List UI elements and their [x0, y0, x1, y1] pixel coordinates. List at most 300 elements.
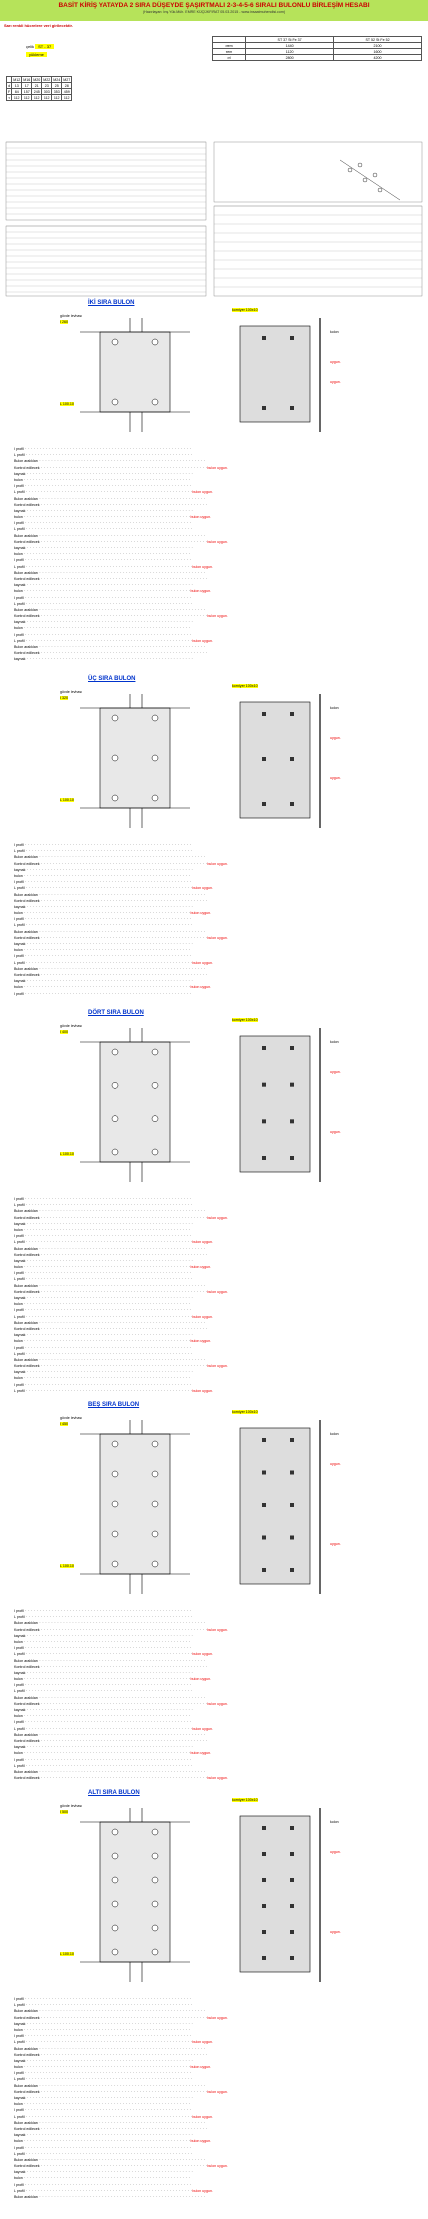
- calc-label: L profil: [14, 564, 25, 569]
- calc-label: L profil: [14, 2077, 25, 2082]
- check-ok-label: uygun.: [330, 1462, 341, 1466]
- bolt-icon: [112, 795, 118, 801]
- ok-flag: bulon uygun.: [190, 1751, 212, 1756]
- calc-filler: · · · · · · · · · · · · · · · · · · · · · · · · · · · · · · · · · · · · · · · · · · · · · · · · · · · · · · · ·: [24, 1689, 193, 1694]
- bolt-icon: [152, 1531, 158, 1537]
- ok-flag: bulon uygun.: [192, 1388, 213, 1393]
- calc-label: I profil: [14, 880, 24, 885]
- calc-label: Bulon aralıkları: [14, 1621, 38, 1626]
- calc-filler: · · · · · · · · · · · · · · · · · · · · · · · · · · · · · · · · · · · · · · · · · · · · · · · · · · · · · · · ·: [24, 453, 193, 458]
- bolt-icon: [112, 1877, 118, 1883]
- calc-label: kaynak: [14, 2096, 26, 2100]
- calc-filler: · · · · · · · · · · · · · · · · · · · · · · · · · · · · · · · · · · · · · · · · · · · · · · · · · · · · · · · ·: [37, 892, 206, 897]
- calc-label: Bulon aralıkları: [14, 1320, 38, 1325]
- bolt-icon: [262, 1536, 266, 1540]
- calc-filler: · · · · · · · · · · · · · · · · · · · · · · · · · · · · · · · · · · · · · · · · · · · · · · · · · · · · · · · ·: [23, 1720, 192, 1725]
- bolt-icon: [262, 712, 266, 716]
- ok-flag: bulon uygun.: [207, 2015, 228, 2020]
- ok-flag: bulon uygun.: [190, 1339, 212, 1344]
- bolt-table: [6, 76, 72, 101]
- calc-filler: · · · · · · · · · · · · · · · · · · · · · · · · · · · · · · · · · · · · · · · · · · · · · · · · · · · · · · · ·: [37, 2157, 206, 2162]
- calc-label: I profil: [14, 447, 24, 451]
- bolt-icon: [262, 1046, 266, 1050]
- bolt-icon: [152, 1501, 158, 1507]
- calc-filler: · · · · · · · · · · · · · · · · · · · · · · · · · · · · · · · · · · · · · · · · · · · · · · · · · · · · · · · ·: [39, 2015, 208, 2020]
- calc-label: kaynak: [14, 620, 26, 625]
- calc-filler: · · · · · · · · · · · · · · · · · · · · · · · · · · · · · · · · · · · · · · · · · · · · · · · · · · · · · · · ·: [23, 1683, 192, 1688]
- ok-flag: bulon uygun.: [207, 1215, 228, 1220]
- calc-filler: · · · · · · · · · · · · · · · · · · · · · · · · · · · · · · · · · · · · · · · · · · · · · · · · · · · · · · · ·: [24, 2151, 193, 2156]
- calc-label: Bulon aralıkları: [14, 2009, 38, 2014]
- calc-filler: · · · · · · · · · · · · · · · · · · · · · · · · · · · · · · · · · · · · · · · · · · · · · · · · · · · · · · · ·: [22, 477, 191, 482]
- profile-input[interactable]: I 320: [60, 696, 68, 700]
- angle-plate: [100, 708, 170, 808]
- ok-flag: bulon uygun.: [192, 2188, 213, 2193]
- calc-filler: · · · · · · · · · · · · · · · · · · · · · · · · · · · · · · · · · · · · · · · · · · · · · · · · · · · · · · · ·: [22, 2027, 191, 2032]
- calc-filler: · · · · · · · · · · · · · · · · · · · · · · · · · · · · · · · · · · · · · · · · · · · · · · · · · · · · · · · ·: [25, 508, 194, 513]
- calc-label: Bulon aralıkları: [14, 929, 38, 934]
- calc-filler: · · · · · · · · · · · · · · · · · · · · · · · · · · · · · · · · · · · · · · · · · · · · · · · · · · · · · · · ·: [23, 843, 192, 847]
- calc-filler: · · · · · · · · · · · · · · · · · · · · · · · · · · · · · · · · · · · · · · · · · · · · · · · · · · · · · · · ·: [24, 1314, 193, 1319]
- calc-filler: · · · · · · · · · · · · · · · · · · · · · · · · · · · · · · · · · · · · · · · · · · · · · · · · · · · · · · · ·: [25, 979, 194, 984]
- beam-plate: [240, 326, 310, 422]
- calc-filler: · · · · · · · · · · · · · · · · · · · · · · · · · · · · · · · · · · · · · · · · · · · · · · · · · · · · · · · ·: [37, 855, 206, 860]
- calc-filler: · · · · · · · · · · · · · · · · · · · · · · · · · · · · · · · · · · · · · · · · · · · · · · · · · · · · · · · ·: [37, 1283, 206, 1288]
- calc-filler: · · · · · · · · · · · · · · · · · · · · · · · · · · · · · · · · · · · · · · · · · · · · · · · · · · · · · · · ·: [39, 1364, 208, 1369]
- connection-drawing: [0, 312, 428, 442]
- calc-label: Kontrol edilecek: [14, 1215, 40, 1220]
- calc-label: Kontrol edilecek: [14, 1664, 40, 1669]
- calc-filler: · · · · · · · · · · · · · · · · · · · · · · · · · · · · · · · · · · · · · · · · · · · · · · · · · · · · · · · ·: [23, 632, 192, 637]
- calc-filler: · · · · · · · · · · · · · · · · · · · · · · · · · · · · · · · · · · · · · · · · · · · · · · · · · · · · · · · ·: [25, 1258, 194, 1263]
- calc-filler: · · · · · · · · · · · · · · · · · · · · · · · · · · · · · · · · · · · · · · · · · · · · · · · · · · · · · · · ·: [25, 471, 194, 476]
- bolt-icon: [152, 1853, 158, 1859]
- ok-flag: bulon uygun.: [207, 2164, 228, 2169]
- bolt-icon: [290, 1503, 294, 1507]
- calc-filler: · · · · · · · · · · · · · · · · · · · · · · · · · · · · · · · · · · · · · · · · · · · · · · · · · · · · · · · ·: [24, 2040, 193, 2045]
- calc-label: bulon: [14, 2065, 23, 2070]
- calc-filler: · · · · · · · · · · · · · · · · · · · · · · · · · · · · · · · · · · · · · · · · · · · · · · · · · · · · · · · ·: [25, 942, 194, 946]
- calc-filler: · · · · · · · · · · · · · · · · · · · · · · · · · · · · · · · · · · · · · · · · · · · · · · · · · · · · · · · ·: [23, 2182, 192, 2187]
- case-input[interactable]: yükleme: [26, 52, 47, 57]
- bolt-icon: [290, 1046, 294, 1050]
- connection-drawing: [0, 1414, 428, 1604]
- calc-filler: · · · · · · · · · · · · · · · · · · · · · · · · · · · · · · · · · · · · · · · · · · · · · · · · · · · · · · · ·: [25, 546, 194, 550]
- calc-label: Kontrol edilecek: [14, 465, 40, 470]
- calc-filler: · · · · · · · · · · · · · · · · · · · · · · · · · · · · · · · · · · · · · · · · · · · · · · · · · · · · · · · ·: [22, 2065, 191, 2070]
- section-title: ALTI SIRA BULON: [88, 1790, 140, 1796]
- calc-filler: · · · · · · · · · · · · · · · · · · · · · · · · · · · · · · · · · · · · · · · · · · · · · · · · · · · · · · · ·: [39, 502, 208, 507]
- calc-line: [14, 2194, 424, 2200]
- calc-label: bulon: [14, 1714, 23, 1719]
- check-ok-label: uygun.: [330, 736, 341, 740]
- calc-filler: · · · · · · · · · · · · · · · · · · · · · · · · · · · · · · · · · · · · · · · · · · · · · · · · · · · · · · · ·: [39, 2164, 208, 2169]
- calc-filler: · · · · · · · · · · · · · · · · · · · · · · · · · · · · · · · · · · · · · · · · · · · · · · · · · · · · · · · ·: [37, 459, 206, 464]
- angle-plate: [100, 332, 170, 412]
- profile-input[interactable]: I 400: [60, 1030, 68, 1034]
- bolt-icon: [290, 1568, 294, 1572]
- calc-filler: · · · · · · · · · · · · · · · · · · · · · · · · · · · · · · · · · · · · · · · · · · · · · · · · · · · · · · · ·: [22, 1265, 191, 1270]
- calc-label: kaynak: [14, 2133, 26, 2138]
- calc-label: Kontrol edilecek: [14, 1738, 40, 1743]
- ok-flag: bulon uygun.: [190, 1677, 212, 1682]
- bolt-icon: [152, 1049, 158, 1055]
- calc-filler: · · · · · · · · · · · · · · · · · · · · · · · · · · · · · · · · · · · · · · · · · · · · · · · · · · · · · · · ·: [23, 1197, 192, 1201]
- ok-flag: bulon uygun.: [190, 911, 212, 916]
- plate-input[interactable]: L 100.10: [60, 1564, 74, 1568]
- calc-label: kaynak: [14, 867, 26, 872]
- calc-label: bulon: [14, 1302, 23, 1307]
- bolt-icon: [152, 1082, 158, 1088]
- ok-flag: bulon uygun.: [192, 564, 213, 569]
- bolt-icon: [290, 1536, 294, 1540]
- bolt-icon: [290, 1156, 294, 1160]
- plate-input[interactable]: L 100.10: [60, 1152, 74, 1156]
- calc-filler: · · · · · · · · · · · · · · · · · · · · · · · · · · · · · · · · · · · · · · · · · · · · · · · · · · · · · · · ·: [37, 2083, 206, 2088]
- bolt-icon: [290, 1878, 294, 1882]
- connection-input[interactable]: korniyer 100x10: [232, 1798, 258, 1802]
- calc-label: L profil: [14, 1615, 25, 1620]
- bolt-icon: [262, 1083, 266, 1087]
- calc-filler: · · · · · · · · · · · · · · · · · · · · · · · · · · · · · · · · · · · · · · · · · · · · · · · · · · · · · · · ·: [24, 564, 193, 569]
- calc-label: bulon: [14, 2102, 23, 2107]
- calc-label: Bulon aralıkları: [14, 892, 38, 897]
- column-label: kolon: [330, 330, 339, 334]
- calc-label: Bulon aralıkları: [14, 1769, 38, 1774]
- check-ok-label: uygun.: [330, 360, 341, 364]
- calc-label: Bulon aralıkları: [14, 2083, 38, 2088]
- calc-filler: · · · · · · · · · · · · · · · · · · · · · · · · · · · · · · · · · · · · · · · · · · · · · · · · · · · · · · · ·: [37, 645, 206, 649]
- calc-label: I profil: [14, 1197, 24, 1201]
- calc-filler: · · · · · · · · · · · · · · · · · · · · · · · · · · · · · · · · · · · · · · · · · · · · · · · · · · · · · · · ·: [22, 1677, 191, 1682]
- calc-label: bulon: [14, 477, 23, 482]
- calc-label: Bulon aralıkları: [14, 570, 38, 575]
- calc-filler: · · · · · · · · · · · · · · · · · · · · · · · · · · · · · · · · · · · · · · · · · · · · · · · · · · · · · · · ·: [22, 2102, 191, 2107]
- bolt-icon: [112, 399, 118, 405]
- calc-label: Bulon aralıkları: [14, 1283, 38, 1288]
- calc-label: Kontrol edilecek: [14, 1776, 40, 1781]
- calc-label: Bulon aralıkları: [14, 855, 38, 860]
- calc-label: Kontrol edilecek: [14, 502, 40, 507]
- bolt-icon: [112, 1149, 118, 1155]
- calc-label: I profil: [14, 843, 24, 847]
- calc-label: Bulon aralıkları: [14, 1209, 38, 1214]
- calc-filler: · · · · · · · · · · · · · · · · · · · · · · · · · · · · · · · · · · · · · · · · · · · · · · · · · · · · · · · ·: [24, 1388, 193, 1393]
- ok-flag: bulon uygun.: [192, 2040, 213, 2045]
- calc-filler: · · · · · · · · · · · · · · · · · · · · · · · · · · · · · · · · · · · · · · · · · · · · · · · · · · · · · · · ·: [37, 1658, 206, 1663]
- calc-filler: · · · · · · · · · · · · · · · · · · · · · · · · · · · · · · · · · · · · · · · · · · · · · · · · · · · · · · · ·: [24, 960, 193, 965]
- calc-filler: · · · · · · · · · · · · · · · · · · · · · · · · · · · · · · · · · · · · · · · · · · · · · · · · · · · · · · · ·: [22, 1339, 191, 1344]
- ok-flag: bulon uygun.: [207, 1364, 228, 1369]
- bolt-icon: [290, 1956, 294, 1960]
- calc-filler: · · · · · · · · · · · · · · · · · · · · · · · · · · · · · · · · · · · · · · · · · · · · · · · · · · · · · · · ·: [23, 484, 192, 489]
- calc-filler: · · · · · · · · · · · · · · · · · · · · · · · · · · · · · · · · · · · · · · · · · · · · · · · · · · · · · · · ·: [24, 886, 193, 891]
- bolt-icon: [152, 1441, 158, 1447]
- column-label: kolon: [330, 1040, 339, 1044]
- bolt-icon: [112, 1561, 118, 1567]
- calc-label: L profil: [14, 2188, 25, 2193]
- calc-label: I profil: [14, 2071, 24, 2076]
- calc-label: bulon: [14, 552, 23, 557]
- bolt-icon: [152, 399, 158, 405]
- calc-label: I profil: [14, 1382, 24, 1387]
- calc-label: L profil: [14, 849, 25, 854]
- calc-label: I profil: [14, 484, 24, 489]
- calc-filler: · · · · · · · · · · · · · · · · · · · · · · · · · · · · · · · · · · · · · · · · · · · · · · · · · · · · · · · ·: [23, 917, 192, 922]
- calc-label: bulon: [14, 1751, 23, 1756]
- calc-label: Bulon aralıkları: [14, 966, 38, 971]
- calc-filler: · · · · · · · · · · · · · · · · · · · · · · · · · · · · · · · · · · · · · · · · · · · · · · · · · · · · · · · ·: [39, 898, 208, 903]
- ok-flag: bulon uygun.: [192, 886, 213, 891]
- bolt-icon: [290, 712, 294, 716]
- bolt-icon: [112, 1049, 118, 1055]
- calc-filler: · · · · · · · · · · · · · · · · · · · · · · · · · · · · · · · · · · · · · · · · · · · · · · · · · · · · · · · ·: [23, 1271, 192, 1276]
- calc-filler: · · · · · · · · · · · · · · · · · · · · · · · · · · · · · · · · · · · · · · · · · · · · · · · · · · · · · · · ·: [23, 558, 192, 563]
- bolt-icon: [290, 802, 294, 806]
- calc-filler: · · · · · · · · · · · · · · · · · · · · · · · · · · · · · · · · · · · · · · · · · · · · · · · · · · · · · · · ·: [22, 1714, 191, 1719]
- calc-label: Kontrol edilecek: [14, 1701, 40, 1706]
- calc-filler: · · · · · · · · · · · · · · · · · · · · · · · · · · · · · · · · · · · · · · · · · · · · · · · · · · · · · · · ·: [22, 2139, 191, 2144]
- calc-filler: · · · · · · · · · · · · · · · · · · · · · · · · · · · · · · · · · · · · · · · · · · · · · · · · · · · · · · · ·: [25, 1221, 194, 1226]
- connection-input[interactable]: korniyer 100x10: [232, 684, 258, 688]
- author-line: (Hazırlayan: İnş.Yük.Müh. EMRE KÜÇÜKFIRAT 05.03.2015 - www.insaatmuhendisi.com): [142, 10, 286, 14]
- calc-line: [14, 656, 424, 662]
- connection-input[interactable]: korniyer 100x10: [232, 308, 258, 312]
- calc-label: Kontrol edilecek: [14, 2164, 40, 2169]
- calc-filler: · · · · · · · · · · · · · · · · · · · · · · · · · · · · · · · · · · · · · · · · · · · · · · · · · · · · · · · ·: [24, 1763, 193, 1768]
- input-note: Sarı renkli hücrelere veri girilecektir.: [4, 23, 73, 28]
- calc-filler: · · · · · · · · · · · · · · · · · · · · · · · · · · · · · · · · · · · · · · · · · · · · · · · · · · · · · · · ·: [37, 929, 206, 934]
- bolt-icon: [262, 1471, 266, 1475]
- bolt-icon: [152, 1829, 158, 1835]
- calc-filler: · · · · · · · · · · · · · · · · · · · · · · · · · · · · · · · · · · · · · · · · · · · · · · · · · · · · · · · ·: [39, 1215, 208, 1220]
- ok-flag: bulon uygun.: [207, 1776, 228, 1781]
- calc-label: I profil: [14, 595, 24, 600]
- calc-label: Bulon aralıkları: [14, 1732, 38, 1737]
- plate-input[interactable]: L 100.10: [60, 1952, 74, 1956]
- calc-filler: · · · · · · · · · · · · · · · · · · · · · · · · · · · · · · · · · · · · · · · · · · · · · · · · · · · · · · · ·: [23, 2034, 192, 2039]
- calc-label: L profil: [14, 1203, 25, 1208]
- calc-filler: · · · · · · · · · · · · · · · · · · · · · · · · · · · · · · · · · · · · · · · · · · · · · · · · · · · · · · · ·: [24, 1726, 193, 1731]
- profile-input[interactable]: I 500: [60, 1810, 68, 1814]
- bolt-icon: [262, 1930, 266, 1934]
- beam-plate: [240, 1036, 310, 1172]
- calc-filler: · · · · · · · · · · · · · · · · · · · · · · · · · · · · · · · · · · · · · · · · · · · · · · · · · · · · · · · ·: [22, 985, 191, 990]
- calc-label: kaynak: [14, 1296, 26, 1300]
- ok-flag: bulon uygun.: [207, 2089, 228, 2094]
- check-ok-label: uygun.: [330, 1930, 341, 1934]
- calc-label: Kontrol edilecek: [14, 935, 40, 940]
- gusset-label: gövde levhası: [60, 1416, 83, 1420]
- calc-filler: · · · · · · · · · · · · · · · · · · · · · · · · · · · · · · · · · · · · · · · · · · · · · · · · · · · · · · · ·: [23, 595, 192, 600]
- calc-filler: · · · · · · · · · · · · · · · · · · · · · · · · · · · · · · · · · · · · · · · · · · · · · · · · · · · · · · · ·: [25, 2096, 194, 2100]
- calc-label: I profil: [14, 2145, 24, 2150]
- bolt-icon: [152, 1901, 158, 1907]
- bolt-icon: [152, 715, 158, 721]
- bolt-icon: [290, 1826, 294, 1830]
- calc-label: I profil: [14, 1646, 24, 1651]
- ok-flag: bulon uygun.: [207, 614, 228, 619]
- calc-label: Bulon aralıkları: [14, 533, 38, 538]
- ok-flag: bulon uygun.: [192, 2114, 213, 2119]
- bolt-pattern-diagram: [340, 160, 400, 200]
- input-tables-graphic: [0, 140, 428, 300]
- calc-filler: · · · · · · · · · · · · · · · · · · · · · · · · · · · · · · · · · · · · · · · · · · · · · · · · · · · · · · · ·: [23, 1308, 192, 1313]
- calc-label: L profil: [14, 1240, 25, 1245]
- calc-label: L profil: [14, 453, 25, 458]
- calc-filler: · · · · · · · · · · · · · · · · · · · · · · · · · · · · · · · · · · · · · · · · · · · · · · · · · · · · · · · ·: [22, 1639, 191, 1644]
- beam-plate: [240, 702, 310, 818]
- check-ok-label: uygun.: [330, 776, 341, 780]
- calc-filler: · · · · · · · · · · · · · · · · · · · · · · · · · · · · · · · · · · · · · · · · · · · · · · · · · · · · · · · ·: [24, 2077, 193, 2082]
- ok-flag: bulon uygun.: [207, 935, 228, 940]
- gusset-label: gövde levhası: [60, 314, 83, 318]
- ok-flag: bulon uygun.: [192, 490, 213, 495]
- bolt-section: [0, 1402, 428, 1787]
- bolt-icon: [112, 339, 118, 345]
- ok-flag: bulon uygun.: [190, 985, 212, 990]
- calc-label: Kontrol edilecek: [14, 576, 40, 581]
- bolt-icon: [152, 1149, 158, 1155]
- section-title: ÜÇ SIRA BULON: [88, 676, 136, 682]
- bolt-icon: [290, 1471, 294, 1475]
- calc-label: I profil: [14, 917, 24, 922]
- calc-filler: · · · · · · · · · · · · · · · · · · · · · · · · · · · · · · · · · · · · · · · · · · · · · · · · · · · · · · · ·: [23, 447, 192, 451]
- bolt-icon: [112, 1531, 118, 1537]
- calc-label: kaynak: [14, 546, 26, 550]
- calc-filler: · · · · · · · · · · · · · · · · · · · · · · · · · · · · · · · · · · · · · · · · · · · · · · · · · · · · · · · ·: [23, 1382, 192, 1387]
- calc-filler: · · · · · · · · · · · · · · · · · · · · · · · · · · · · · · · · · · · · · · · · · · · · · · · · · · · · · · · ·: [24, 1203, 193, 1208]
- calc-label: L profil: [14, 1689, 25, 1694]
- calc-filler: · · · · · · · · · · · · · · · · · · · · · · · · · · · · · · · · · · · · · · · · · · · · · · · · · · · · · · · ·: [37, 496, 206, 501]
- calc-label: I profil: [14, 1234, 24, 1239]
- profile-input[interactable]: I 260: [60, 320, 68, 324]
- bolt-icon: [262, 1826, 266, 1830]
- calc-filler: · · · · · · · · · · · · · · · · · · · · · · · · · · · · · · · · · · · · · · · · · · · · · · · · · · · · · · · ·: [23, 1345, 192, 1350]
- profile-input[interactable]: I 450: [60, 1422, 68, 1426]
- calc-filler: · · · · · · · · · · · · · · · · · · · · · · · · · · · · · · · · · · · · · · · · · · · · · · · · · · · · · · · ·: [37, 2195, 206, 2199]
- calc-label: I profil: [14, 2182, 24, 2187]
- calc-label: Bulon aralıkları: [14, 607, 38, 612]
- calc-label: L profil: [14, 923, 25, 928]
- calc-filler: · · · · · · · · · · · · · · · · · · · · · · · · · · · · · · · · · · · · · · · · · · · · · · · · · · · · · · · ·: [23, 521, 192, 526]
- bolt-icon: [262, 1438, 266, 1442]
- bolt-icon: [112, 1501, 118, 1507]
- ok-flag: bulon uygun.: [190, 2139, 212, 2144]
- calc-filler: · · · · · · · · · · · · · · · · · · · · · · · · · · · · · · · · · · · · · · · · · · · · · · · · · · · · · · · ·: [23, 2145, 192, 2150]
- calc-label: I profil: [14, 2108, 24, 2113]
- calc-filler: · · · · · · · · · · · · · · · · · · · · · · · · · · · · · · · · · · · · · · · · · · · · · · · · · · · · · · · ·: [24, 2188, 193, 2193]
- calc-label: Kontrol edilecek: [14, 2126, 40, 2131]
- calc-label: kaynak: [14, 471, 26, 476]
- table-row: F 84 157 245 303 353 459: [8, 89, 70, 94]
- calc-label: I profil: [14, 1997, 24, 2001]
- calc-filler: · · · · · · · · · · · · · · · · · · · · · · · · · · · · · · · · · · · · · · · · · · · · · · · · · · · · · · · ·: [23, 954, 192, 959]
- bolt-icon: [262, 336, 266, 340]
- connection-input[interactable]: korniyer 100x10: [232, 1018, 258, 1022]
- steel-input[interactable]: ST - 37: [35, 44, 54, 49]
- calc-filler: · · · · · · · · · · · · · · · · · · · · · · · · · · · · · · · · · · · · · · · · · · · · · · · · · · · · · · · ·: [37, 570, 206, 575]
- title-bar: [0, 0, 428, 21]
- bolt-icon: [262, 1878, 266, 1882]
- calc-label: kaynak: [14, 1333, 26, 1338]
- calculation-block: [14, 842, 424, 997]
- bolt-icon: [152, 1877, 158, 1883]
- calc-filler: · · · · · · · · · · · · · · · · · · · · · · · · · · · · · · · · · · · · · · · · · · · · · · · · · · · · · · · ·: [24, 1351, 193, 1356]
- calc-label: I profil: [14, 1757, 24, 1762]
- calc-label: kaynak: [14, 1670, 26, 1675]
- calc-filler: · · · · · · · · · · · · · · · · · · · · · · · · · · · · · · · · · · · · · · · · · · · · · · · · · · · · · · · ·: [37, 1320, 206, 1325]
- check-ok-label: uygun.: [330, 1130, 341, 1134]
- calc-label: bulon: [14, 911, 23, 916]
- calc-label: I profil: [14, 521, 24, 526]
- ok-flag: bulon uygun.: [207, 1627, 228, 1632]
- calc-filler: · · · · · · · · · · · · · · · · · · · · · · · · · · · · · · · · · · · · · · · · · · · · · · · · · · · · · · · ·: [37, 1769, 206, 1774]
- calc-label: bulon: [14, 1376, 23, 1381]
- calc-filler: · · · · · · · · · · · · · · · · · · · · · · · · · · · · · · · · · · · · · · · · · · · · · · · · · · · · · · · ·: [25, 2133, 194, 2138]
- calc-filler: · · · · · · · · · · · · · · · · · · · · · · · · · · · · · · · · · · · · · · · · · · · · · · · · · · · · · · · ·: [37, 1246, 206, 1251]
- calc-filler: · · · · · · · · · · · · · · · · · · · · · · · · · · · · · · · · · · · · · · · · · · · · · · · · · · · · · · · ·: [25, 2058, 194, 2063]
- plate-input[interactable]: L 100.10: [60, 402, 74, 406]
- calc-filler: · · · · · · · · · · · · · · · · · · · · · · · · · · · · · · · · · · · · · · · · · · · · · · · · · · · · · · · ·: [37, 2009, 206, 2014]
- bolt-icon: [262, 757, 266, 761]
- calc-filler: · · · · · · · · · · · · · · · · · · · · · · · · · · · · · · · · · · · · · · · · · · · · · · · · · · · · · · · ·: [25, 1633, 194, 1638]
- calc-filler: · · · · · · · · · · · · · · · · · · · · · · · · · · · · · · · · · · · · · · · · · · · · · · · · · · · · · · · ·: [24, 1615, 193, 1620]
- calc-filler: · · · · · · · · · · · · · · · · · · · · · · · · · · · · · · · · · · · · · · · · · · · · · · · · · · · · · · · ·: [37, 533, 206, 538]
- calc-label: Bulon aralıkları: [14, 1658, 38, 1663]
- calc-filler: · · · · · · · · · · · · · · · · · · · · · · · · · · · · · · · · · · · · · · · · · · · · · · · · · · · · · · · ·: [24, 638, 193, 643]
- calc-label: bulon: [14, 2139, 23, 2144]
- bolt-icon: [112, 1471, 118, 1477]
- bolt-section: [0, 300, 428, 670]
- calc-filler: · · · · · · · · · · · · · · · · · · · · · · · · · · · · · · · · · · · · · · · · · · · · · · · · · · · · · · · ·: [25, 2021, 194, 2026]
- calc-label: Kontrol edilecek: [14, 651, 40, 656]
- calc-label: Kontrol edilecek: [14, 2052, 40, 2057]
- connection-input[interactable]: korniyer 100x10: [232, 1410, 258, 1414]
- bolt-icon: [290, 757, 294, 761]
- table-row: τ 112 112 112 112 112 112: [7, 95, 72, 101]
- calc-label: L profil: [14, 960, 25, 965]
- calc-filler: · · · · · · · · · · · · · · · · · · · · · · · · · · · · · · · · · · · · · · · · · · · · · · · · · · · · · · · ·: [39, 539, 208, 544]
- ok-flag: bulon uygun.: [207, 861, 228, 866]
- calc-filler: · · · · · · · · · · · · · · · · · · · · · · · · · · · · · · · · · · · · · · · · · · · · · · · · · · · · · · · ·: [39, 935, 208, 940]
- section-title: İKİ SIRA BULON: [88, 300, 135, 306]
- calc-label: Bulon aralıkları: [14, 1246, 38, 1251]
- ok-flag: bulon uygun.: [190, 589, 212, 594]
- calc-label: kaynak: [14, 1708, 26, 1712]
- calc-label: Kontrol edilecek: [14, 1252, 40, 1257]
- ok-flag: bulon uygun.: [192, 1240, 213, 1245]
- calculation-block: [14, 1196, 424, 1394]
- bolt-icon: [152, 1561, 158, 1567]
- check-ok-label: uygun.: [330, 380, 341, 384]
- connection-drawing: [0, 1022, 428, 1192]
- calc-label: kaynak: [14, 1633, 26, 1638]
- calc-filler: · · · · · · · · · · · · · · · · · · · · · · · · · · · · · · · · · · · · · · · · · · · · · · · · · · · · · · · ·: [39, 2126, 208, 2131]
- calc-filler: · · · · · · · · · · · · · · · · · · · · · · · · · · · · · · · · · · · · · · · · · · · · · · · · · · · · · · · ·: [25, 1745, 194, 1750]
- bolt-table-head: M12 M16 M20 M22 M24 M27: [7, 77, 72, 83]
- calc-label: Kontrol edilecek: [14, 614, 40, 619]
- calc-label: Bulon aralıkları: [14, 2046, 38, 2051]
- bolt-icon: [152, 755, 158, 761]
- gusset-label: gövde levhası: [60, 690, 83, 694]
- calc-filler: · · · · · · · · · · · · · · · · · · · · · · · · · · · · · · · · · · · · · · · · · · · · · · · · · · · · · · · ·: [37, 1621, 206, 1626]
- plate-input[interactable]: L 100.10: [60, 798, 74, 802]
- calc-label: kaynak: [14, 2058, 26, 2063]
- calc-filler: · · · · · · · · · · · · · · · · · · · · · · · · · · · · · · · · · · · · · · · · · · · · · · · · · · · · · · · ·: [39, 1776, 208, 1781]
- calc-label: bulon: [14, 2027, 23, 2032]
- bolt-icon: [112, 1853, 118, 1859]
